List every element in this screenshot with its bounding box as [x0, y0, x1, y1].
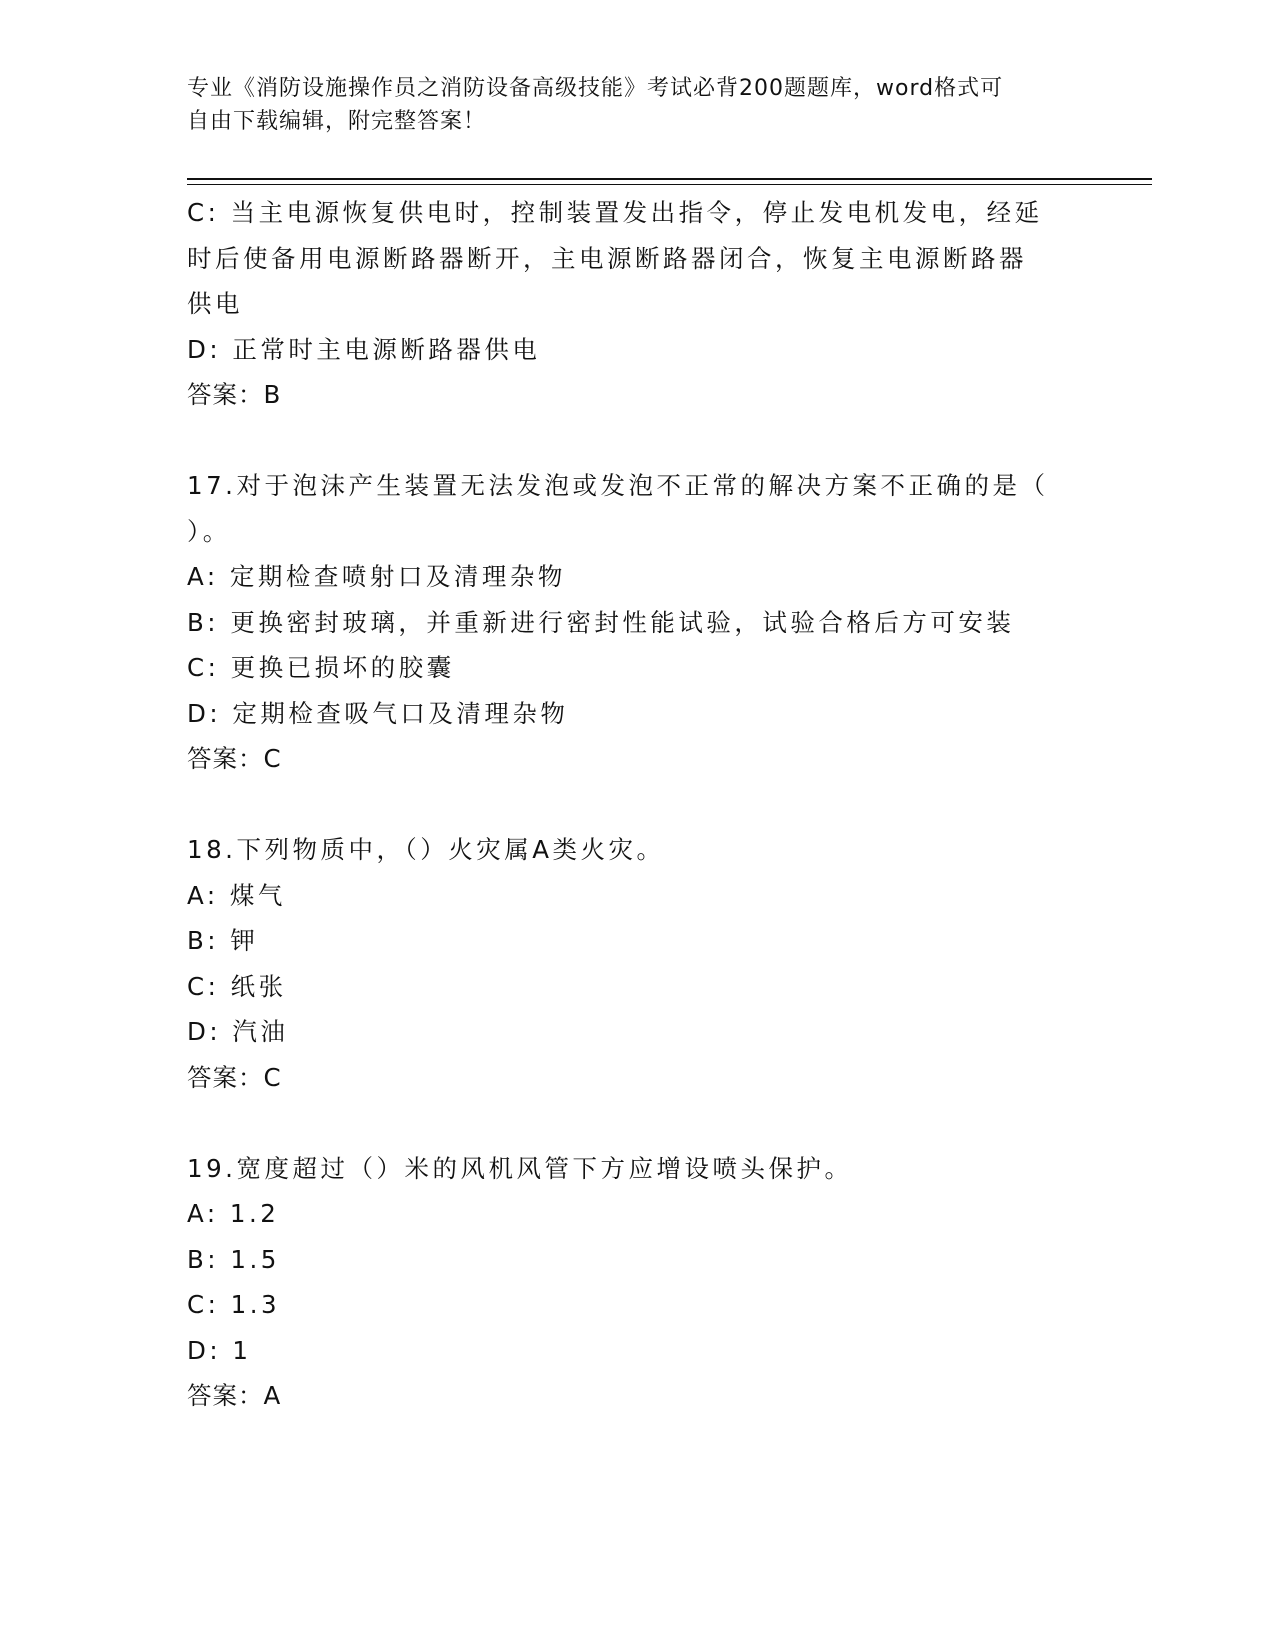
- option-c: C: 更换已损坏的胶囊: [187, 653, 455, 682]
- option-c-cont: 时后使备用电源断路器断开，主电源断路器闭合，恢复主电源断路器: [187, 243, 1027, 273]
- answer: 答案：A: [187, 1381, 282, 1410]
- header-line: 自由下载编辑，附完整答案！: [187, 109, 487, 134]
- option-b: B: 更换密封玻璃，并重新进行密封性能试验，试验合格后方可安装: [187, 607, 1015, 637]
- option-d: D: 汽油: [187, 1017, 289, 1046]
- question-18: [187, 827, 1087, 1100]
- option-d: D: 定期检查吸气口及清理杂物: [187, 698, 569, 728]
- option-d: D: 1: [187, 1335, 252, 1365]
- option-a: A: 1.2: [187, 1199, 280, 1228]
- header-divider: [187, 178, 1152, 180]
- option-c: C: 1.3: [187, 1290, 281, 1319]
- option-a: A: 定期检查喷射口及清理杂物: [187, 562, 566, 591]
- option-c-cont: 供电: [187, 289, 243, 318]
- question-stem-cont: ）。: [187, 516, 231, 546]
- answer: 答案：C: [187, 1062, 282, 1092]
- answer: 答案：C: [187, 744, 282, 773]
- option-d: D: 正常时主电源断路器供电: [187, 334, 541, 364]
- header-line: 专业《消防设施操作员之消防设备高级技能》考试必背200题题库，word格式可: [187, 76, 1004, 101]
- question-list: [187, 190, 1087, 1419]
- question-stem: 17.对于泡沫产生装置无法发泡或发泡不正常的解决方案不正确的是（: [187, 471, 1049, 500]
- question-stem: 18.下列物质中，（）火灾属A类火灾。: [187, 835, 665, 864]
- option-c: C: 纸张: [187, 971, 287, 1001]
- option-a: A: 煤气: [187, 880, 286, 910]
- document-header: [187, 72, 1067, 138]
- question-stem: 19.宽度超过（）米的风机风管下方应增设喷头保护。: [187, 1153, 853, 1183]
- question-19: [187, 1146, 1087, 1419]
- option-b: B: 钾: [187, 926, 259, 955]
- option-c: C: 当主电源恢复供电时，控制装置发出指令，停止发电机发电，经延: [187, 198, 1043, 227]
- option-b: B: 1.5: [187, 1244, 280, 1274]
- header-divider: [187, 184, 1152, 185]
- question-16-tail: [187, 190, 1087, 418]
- answer: 答案：B: [187, 380, 282, 409]
- question-17: [187, 463, 1087, 782]
